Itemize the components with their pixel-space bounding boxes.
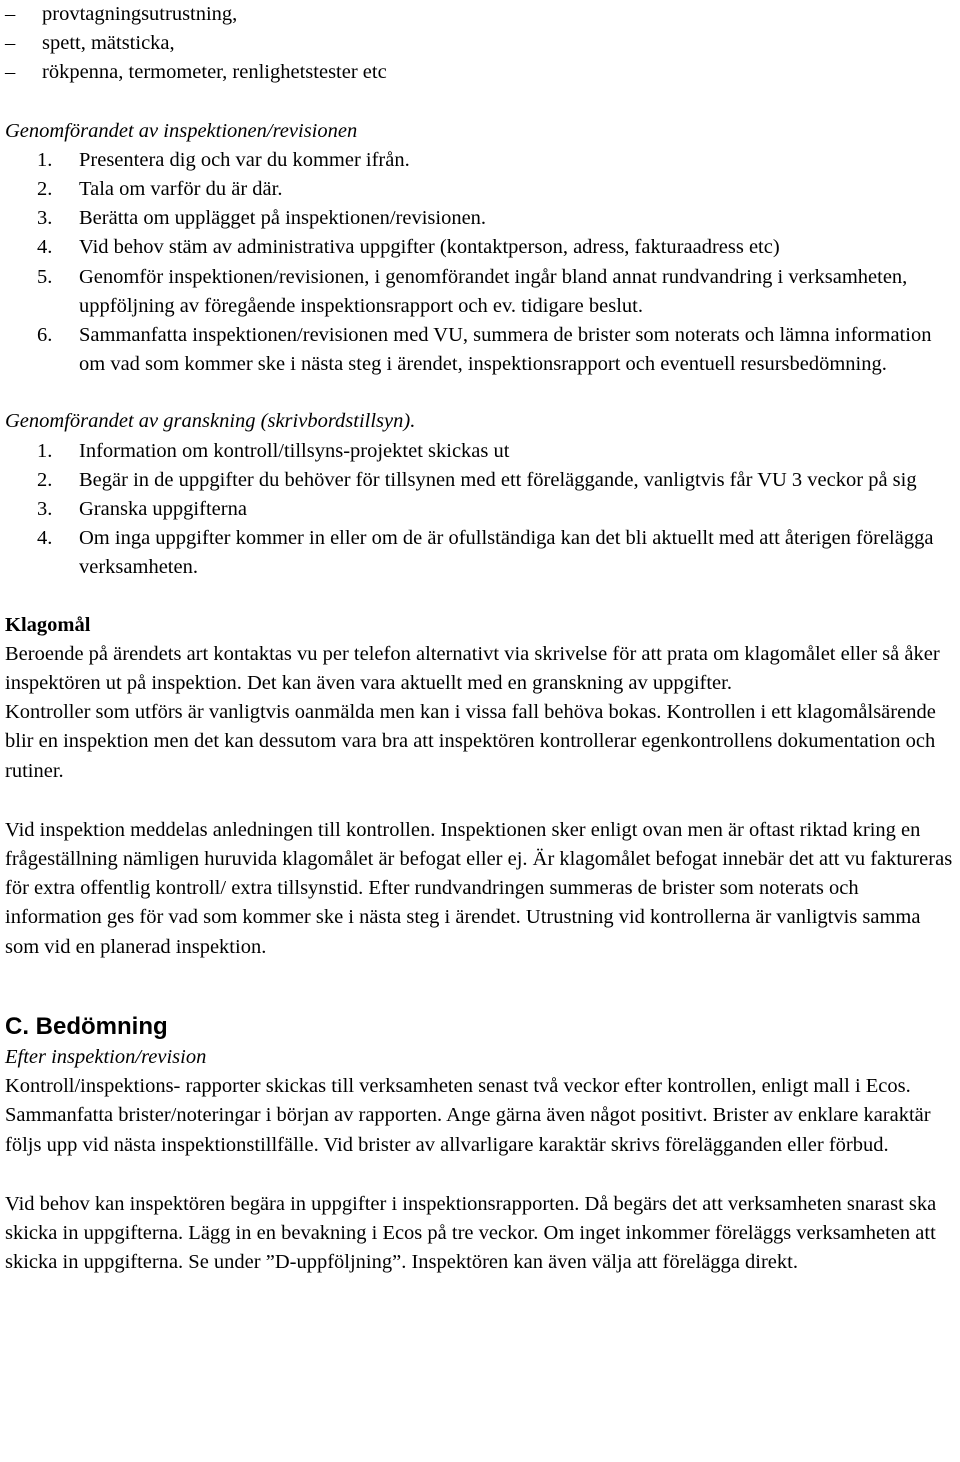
assessment-subheading: Efter inspektion/revision	[5, 1045, 207, 1068]
review-steps	[5, 437, 956, 583]
list-item: – rökpenna, termometer, renlighetstester etc	[5, 58, 956, 87]
list-item: 1. Presentera dig och var du kommer ifrån.	[37, 148, 410, 171]
list-item: 1. Information om kontroll/tillsyns-projektet skickas ut	[37, 439, 510, 462]
list-item: 4. Vid behov stäm av administrativa uppgifter (kontaktperson, adress, fakturaadress etc)	[37, 236, 780, 259]
complaint-paragraph-1: Beroende på ärendets art kontaktas vu per telefon alternativt via skrivelse för att prata om klagomålet eller så åker inspektören ut på inspektion. Det kan även vara aktuellt med en granskning av uppgifter.	[5, 642, 940, 695]
inspection-steps	[5, 146, 956, 380]
list-item: 2. Tala om varför du är där.	[37, 178, 283, 201]
list-item: – provtagningsutrustning,	[5, 0, 956, 29]
equipment-list	[5, 0, 956, 88]
complaint-heading: Klagomål	[5, 613, 91, 636]
list-item: 3. Granska uppgifterna	[37, 498, 247, 521]
complaint-paragraph-3: Vid inspektion meddelas anledningen till kontrollen. Inspektionen sker enligt ovan men är oftast riktad kring en frågeställning nämligen huruvida klagomålet är befogat eller ej. Är klagomålet befogat innebär det att vu faktureras för extra offentlig kontroll/ extra tillsynstid. Efter rundvandringen summeras de brister som noterats och information ges för vad som kommer ske i nästa steg i ärendet. Utrustning vid kontrollerna är vanligtvis samma som vid en planerad inspektion.	[5, 818, 953, 958]
list-item: – spett, mätsticka,	[5, 29, 956, 58]
list-item: 5. Genomför inspektionen/revisionen, i genomförandet ingår bland annat rundvandring i verksamheten, uppföljning av föregående inspektionsrapport och ev. tidigare beslut.	[37, 265, 908, 317]
list-item: 6. Sammanfatta inspektionen/revisionen med VU, summera de brister som noterats och lämna information om vad som kommer ske i nästa steg i ärendet, inspektionsrapport och eventuell resursbedömning.	[37, 324, 932, 376]
list-item: 2. Begär in de uppgifter du behöver för tillsynen med ett föreläggande, vanligtvis får VU 3 veckor på sig	[37, 468, 917, 491]
assessment-paragraph-2: Vid behov kan inspektören begära in uppgifter i inspektionsrapporten. Då begärs det att verksamheten snarast ska skicka in uppgifterna. Lägg in en bevakning i Ecos på tre veckor. Om inget inkommer föreläggs verksamheten att skicka in uppgifterna. Se under ”D-uppföljning”. Inspektören kan även välja att förelägga direkt.	[5, 1192, 937, 1274]
assessment-paragraph-1: Kontroll/inspektions- rapporter skickas till verksamheten senast två veckor efter kontrollen, enligt mall i Ecos. Sammanfatta brister/noteringar i början av rapporten. Ange gärna även något positivt. Brister av enklare karaktär följs upp vid nästa inspektionstillfälle. Vid brister av allvarligare karaktär skrivs förelägganden eller förbud.	[5, 1075, 931, 1156]
list-item: 4. Om inga uppgifter kommer in eller om de är ofullständiga kan det bli aktuellt med att återigen förelägga verksamheten.	[37, 527, 934, 579]
assessment-heading: C. Bedömning	[5, 1012, 168, 1040]
inspection-heading: Genomförandet av inspektionen/revisionen	[5, 119, 358, 142]
list-item: 3. Berätta om upplägget på inspektionen/revisionen.	[37, 207, 487, 230]
review-heading: Genomförandet av granskning (skrivbordstillsyn).	[5, 410, 416, 433]
complaint-paragraph-2: Kontroller som utförs är vanligtvis oanmälda men kan i vissa fall behöva bokas. Kontrollen i ett klagomålsärende blir en inspektion men det kan dessutom vara bra att inspektören kontrollerar egenkontrollens dokumentation och rutiner.	[5, 701, 936, 782]
